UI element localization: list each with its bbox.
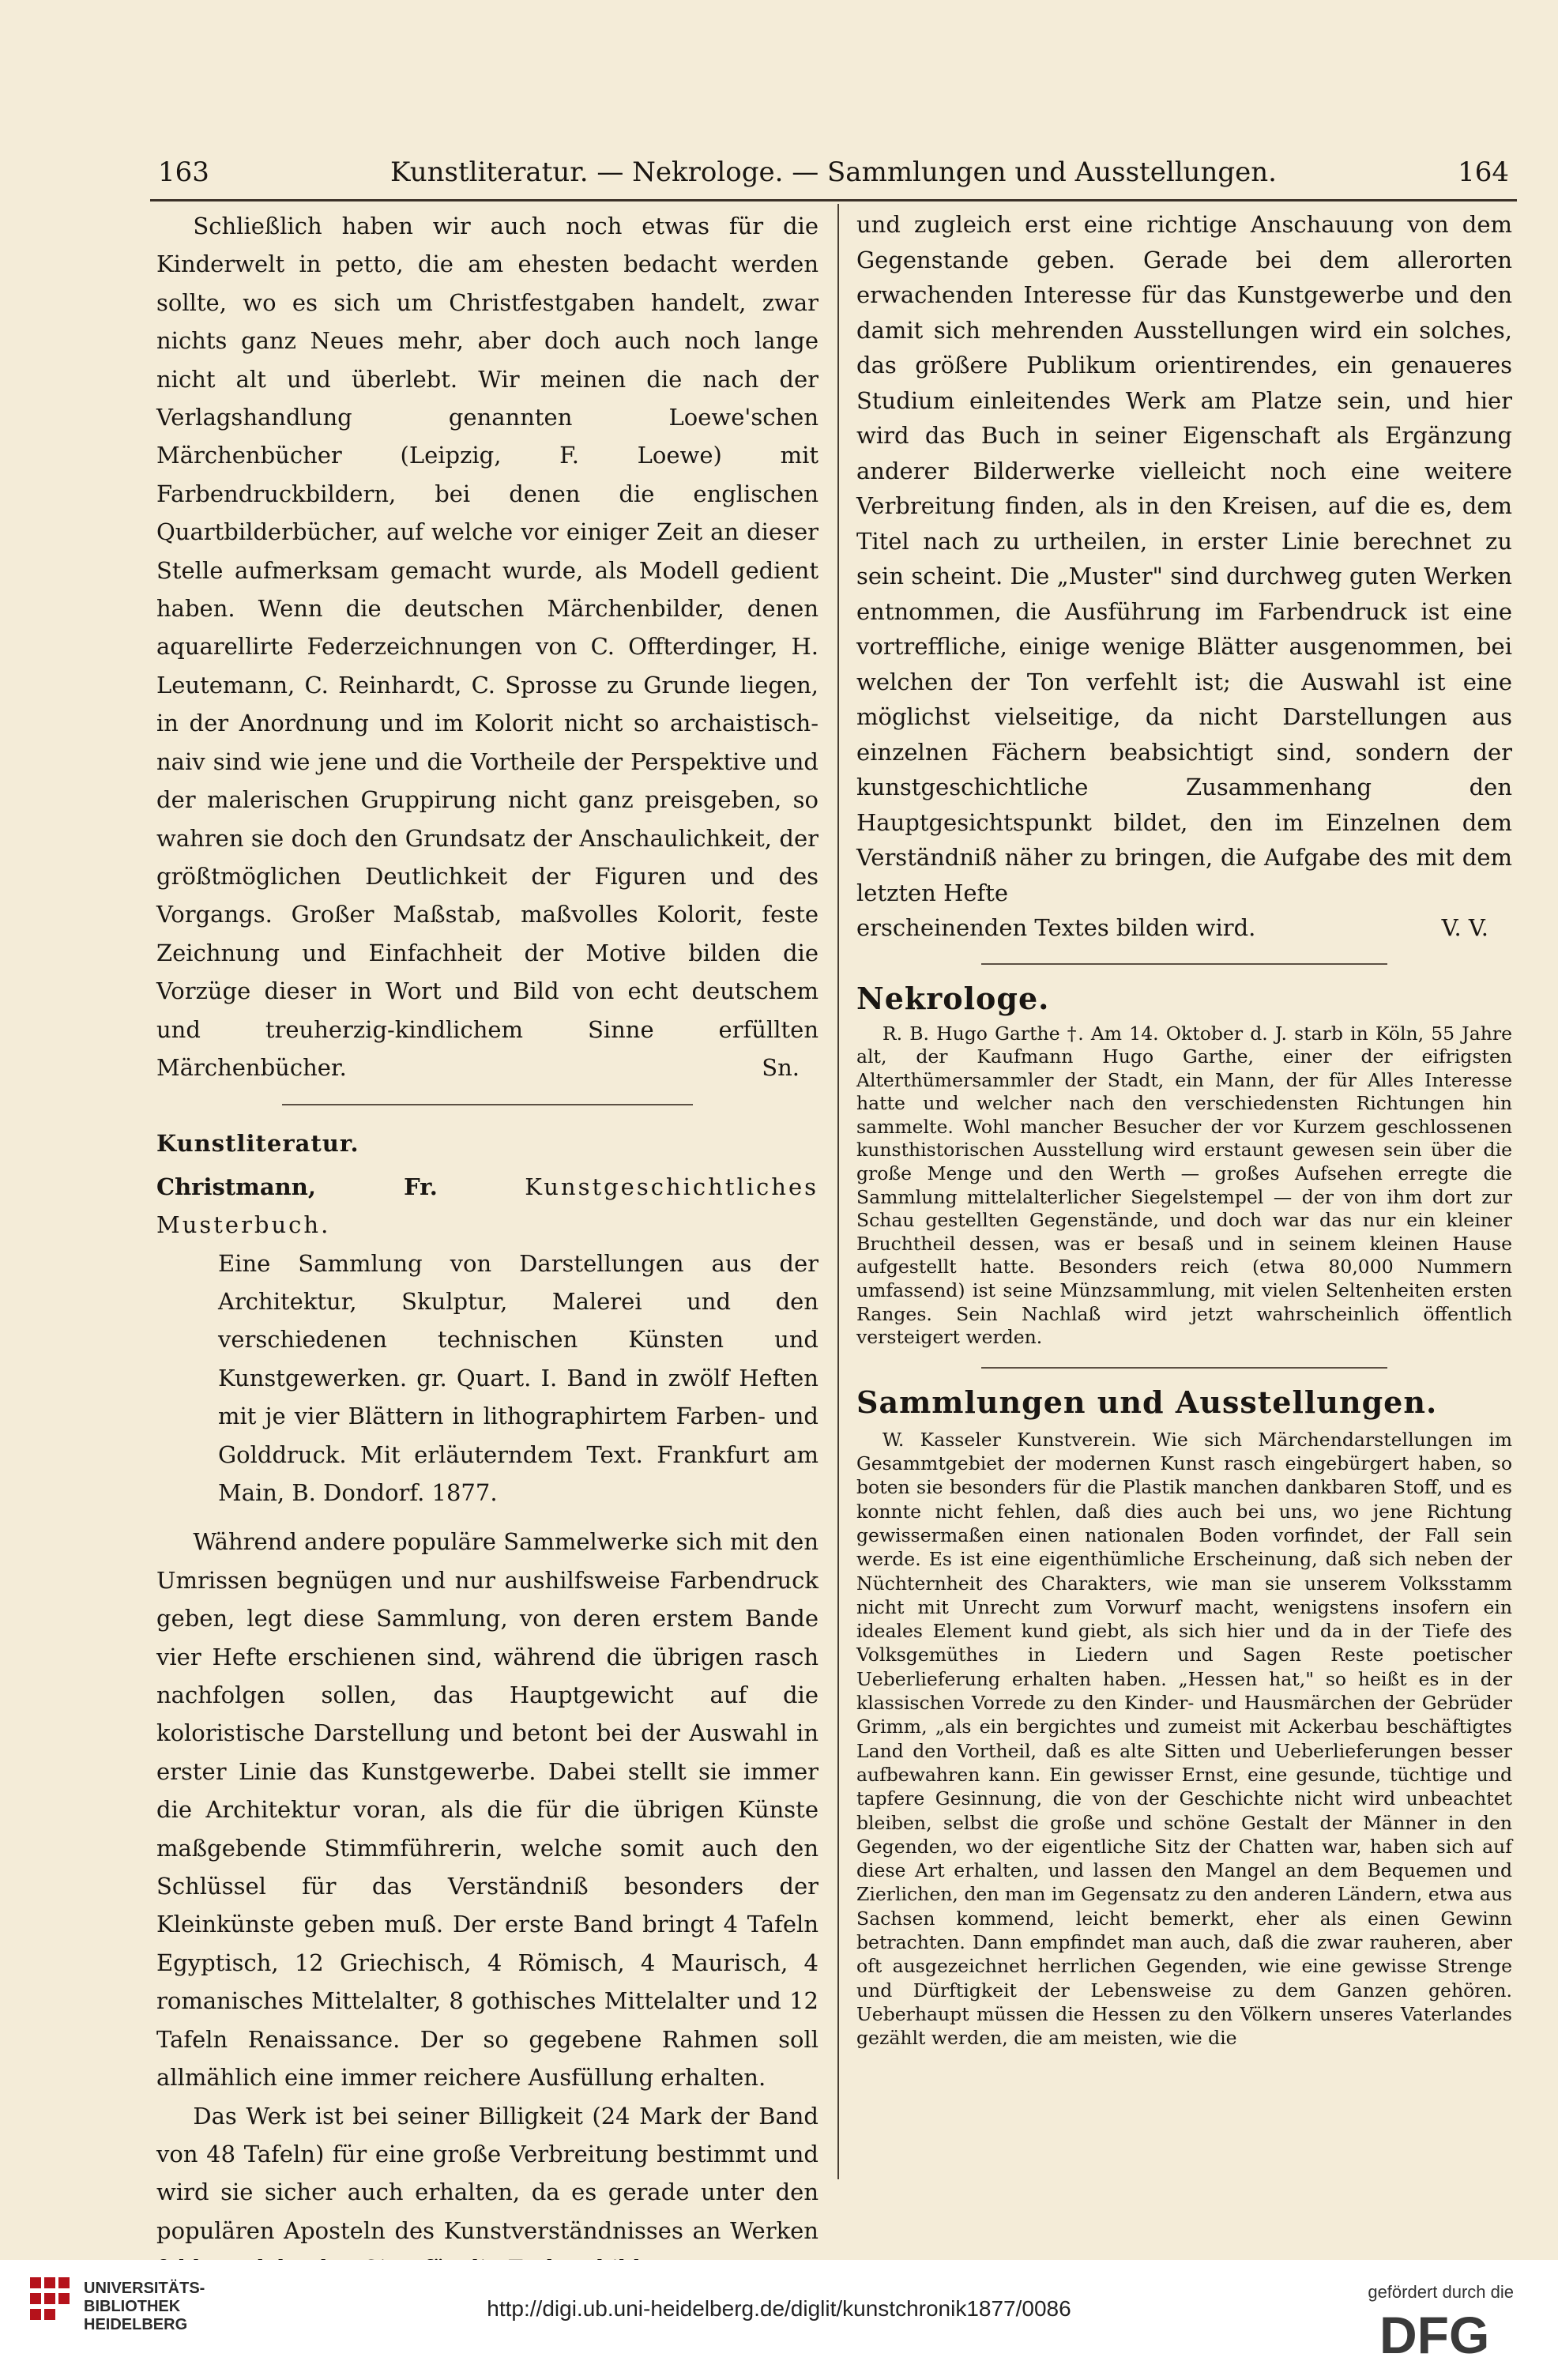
section-title-sammlungen: Sammlungen und Ausstellungen.: [856, 1384, 1438, 1420]
library-line-1: UNIVERSITÄTS-: [84, 2280, 205, 2297]
entry-heading: [156, 1168, 819, 1245]
divider: [282, 1104, 693, 1105]
intro-paragraph: Schließlich haben wir auch noch etwas für die Kinderwelt in petto, die am ehesten bedacht werden sollte, wo es sich um Christfestgaben handelt, zwar nichts ganz Neues mehr, aber doch auch noch lange nicht alt und überlebt. Wir meinen die nach der Verlagshandlung genannten Loewe'schen Märchenbücher (Leipzig, F. Loewe) mit Farbendruckbildern, bei denen die englischen Quartbilderbücher, auf welche vor einiger Zeit an dieser Stelle aufmerksam gemacht wurde, als Modell gedient haben. Wenn die deutschen Märchenbilder, denen aquarellirte Federzeichnungen von C. Offterdinger, H. Leutemann, C. Reinhardt, C. Sprosse zu Grunde liegen, in der Anordnung und im Kolorit nicht so archaistisch-naiv sind wie jene und die Vortheile der Perspektive und der malerischen Gruppirung nicht ganz preisgeben, so wahren sie doch den Grundsatz der Anschaulichkeit, der größtmöglichen Deutlichkeit der Figuren und des Vorgangs. Großer Maßstab, maßvolles Kolorit, feste Zeichnung und Einfachheit der Motive bilden die Vorzüge dieser in Wort und Bild von echt deutschem und treuherzig-kindlichem Sinne erfüllten Märchenbücher.: [156, 213, 819, 1081]
entry-author: Christmann, Fr.: [156, 1173, 438, 1200]
running-title: Kunstliteratur. — Nekrologe. — Sammlungen und Ausstellungen.: [390, 156, 1277, 188]
library-line-2: BIBLIOTHEK: [84, 2298, 181, 2315]
review-end-line: [856, 910, 1512, 946]
report-kasseler-kunstverein: W. Kasseler Kunstverein. Wie sich Märchendarstellungen im Gesammtgebiet der modernen Kunst rasch eingebürgert haben, so boten sie besonders für die Plastik manchen dankbaren Stoff, und es konnte nicht fehlen, daß dies auch bei uns, wo jene Richtung gewissermaßen einen nationalen Boden vorfindet, der Fall sein werde. Es ist eine eigenthümliche Erscheinung, daß sich neben der Nüchternheit des Charakters, wie man sie unserem Volksstamm nicht mit Unrecht zum Vorwurf macht, wenigstens insofern ein ideales Element kund giebt, als sich hier und da in der Tiefe des Volksgemüthes in Liedern und Sagen Reste poetischer Ueberlieferung erhalten haben. „Hessen hat," so heißt es in der klassischen Vorrede zu den Kinder- und Hausmärchen der Gebrüder Grimm, „als ein bergichtes und zumeist mit Ackerbau beschäftigtes Land den Vortheil, daß es alte Sitten und Ueberlieferungen besser aufbewahren kann. Ein gewisser Ernst, eine gesunde, tüchtige und tapfere Gesinnung, die von der Geschichte nicht wird unbeachtet bleiben, selbst die große und schöne Gestalt der Männer in den Gegenden, wo der eigentliche Sitz der Chatten war, haben sich auf diese Art erhalten, und lassen den Mangel an dem Bequemen und Zierlichen, den man im Gegensatz zu den anderen Ländern, etwa aus Sachsen kommend, leicht bemerkt, eher als einen Gewinn betrachten. Dann empfindet man auch, daß die zwar rauheren, aber oft ausgezeichnet herrlichen Gegenden, wie eine gewisse Strenge und Dürftigkeit der Lebensweise zu dem Ganzen gehören. Ueberhaupt müssen die Hessen zu den Völkern unseres Vaterlandes gezählt werden, die am meisten, wie die: [856, 1428, 1512, 2050]
section-title-nekrologe: Nekrologe.: [856, 980, 1050, 1016]
section-title-kunstliteratur: Kunstliteratur.: [156, 1130, 359, 1158]
running-head: [158, 156, 1509, 194]
page-number-right: 164: [1458, 156, 1509, 188]
left-column: [156, 207, 819, 2288]
page-number-left: 163: [158, 156, 209, 188]
review-paragraph-2: Das Werk ist bei seiner Billigkeit (24 Mark der Band von 48 Tafeln) für eine große Verbreitung bestimmt und wird sie sicher auch erhalten, da es gerade unter den populären Aposteln des Kunstverständnisses an Werken: [156, 2102, 819, 2244]
review-continuation: und zugleich erst eine richtige Anschauung von dem Gegenstande geben. Gerade bei dem allerorten erwachenden Interesse für das Kunstgewerbe und den damit sich mehrenden Ausstellungen wird ein solches, das größere Publikum orientirendes, ein genaueres Studium einleitendes Werk am Platze sein, und hier wird das Buch in seiner Eigenschaft als Ergänzung anderer Bilderwerke vielleicht noch eine weitere Verbreitung finden, als in den Kreisen, auf die es, dem Titel nach zu urtheilen, in erster Linie berechnet zu sein scheint. Die „Muster" sind durchweg guten Werken entnommen, die Ausführung im Farbendruck ist eine vortreffliche, einige wenige Blätter ausgenommen, bei welchen der Ton verfehlt ist; die Auswahl ist eine möglichst vielseitige, da nicht Darstellungen aus einzelnen Fächern beabsichtigt sind, sondern der kunstgeschichtliche Zusammenhang den Hauptgesichtspunkt bildet, den im Einzelnen dem Verständniß näher zu bringen, die Aufgabe des mit dem letzten Hefte: [856, 211, 1512, 906]
obituary-garthe: R. B. Hugo Garthe †. Am 14. Oktober d. J. starb in Köln, 55 Jahre alt, der Kaufmann Hugo Garthe, einer der eifrigsten Alterthümersammler der Stadt, ein Mann, der für Alles Interesse hatte und welcher nach den verschiedensten Richtungen hin sammelte. Wohl mancher Besucher der vor Kurzem geschlossenen kunsthistorischen Ausstellung wird erstaunt gewesen sein über die große Menge und den Werth — großes Aufsehen erregte die Sammlung mittelalterlicher Siegelstempel — der von ihm dort zur Schau gestellten Gegenstände, und doch war das nur ein kleiner Bruchtheil dessen, was er besaß und in seinem kleinen Hause aufgestellt hatte. Besonders reich (etwa 80,000 Nummern umfassend) ist seine Münzsammlung, mit vielen Seltenheiten ersten Ranges. Sein Nachlaß wird jetzt wahrscheinlich öffentlich versteigert werden.: [856, 1022, 1512, 1349]
dfg-logo-icon: [1378, 2309, 1518, 2358]
dfg-logo-text: DFG: [1379, 2309, 1490, 2358]
divider: [981, 963, 1388, 965]
entry-title: Kunstgeschichtliches Musterbuch.: [156, 1173, 819, 1239]
review-last-line: erscheinenden Textes bilden wird.: [856, 914, 1256, 941]
bibliographic-entry: [156, 1168, 819, 1512]
divider: [981, 1367, 1388, 1369]
header-rule: [150, 199, 1517, 201]
column-separator: [837, 204, 839, 2179]
review-paragraph-1: Während andere populäre Sammelwerke sich mit den Umrissen begnügen und nur aushilfsweise Farbendruck geben, legt diese Sammlung, von deren erstem Bande vier Hefte erschienen sind, während die übrigen rasch nachfolgen sollen, das Hauptgewicht auf die koloristische Darstellung und betont bei der Auswahl in erster Linie das Kunstgewerbe. Dabei stellt sie immer die Architektur voran, als die für die übrigen Künste maßgebende Stimmführerin, welche somit auch den Schlüssel für das Verständniß besonders der Kleinkünste geben muß. Der erste Band bringt 4 Tafeln Egyptisch, 12 Griechisch, 4 Römisch, 4 Maurisch, 4 romanisches Mittelalter, 8 gothisches Mittelalter und 12 Tafeln Renaissance. Der so gegebene Rahmen soll allmählich eine immer reichere Ausfüllung erhalten.: [156, 1528, 819, 2092]
permalink-url[interactable]: http://digi.ub.uni-heidelberg.de/diglit/kunstchronik1877/0086: [487, 2296, 1071, 2321]
review-signature: V. V.: [1441, 914, 1488, 941]
entry-details: Eine Sammlung von Darstellungen aus der Architektur, Skulptur, Malerei und den verschiedenen technischen Künsten und Kunstgewerken. gr. Quart. I. Band in zwölf Heften mit je vier Blättern in lithographirtem Farben- und Golddruck. Mit erläuterndem Text. Frankfurt am Main, B. Dondorf. 1877.: [218, 1249, 819, 1507]
right-column: [856, 207, 1512, 2050]
intro-signature: Sn.: [762, 1053, 800, 1081]
funded-by-label: gefördert durch die: [1368, 2282, 1514, 2302]
library-line-3: HEIDELBERG: [84, 2316, 188, 2333]
